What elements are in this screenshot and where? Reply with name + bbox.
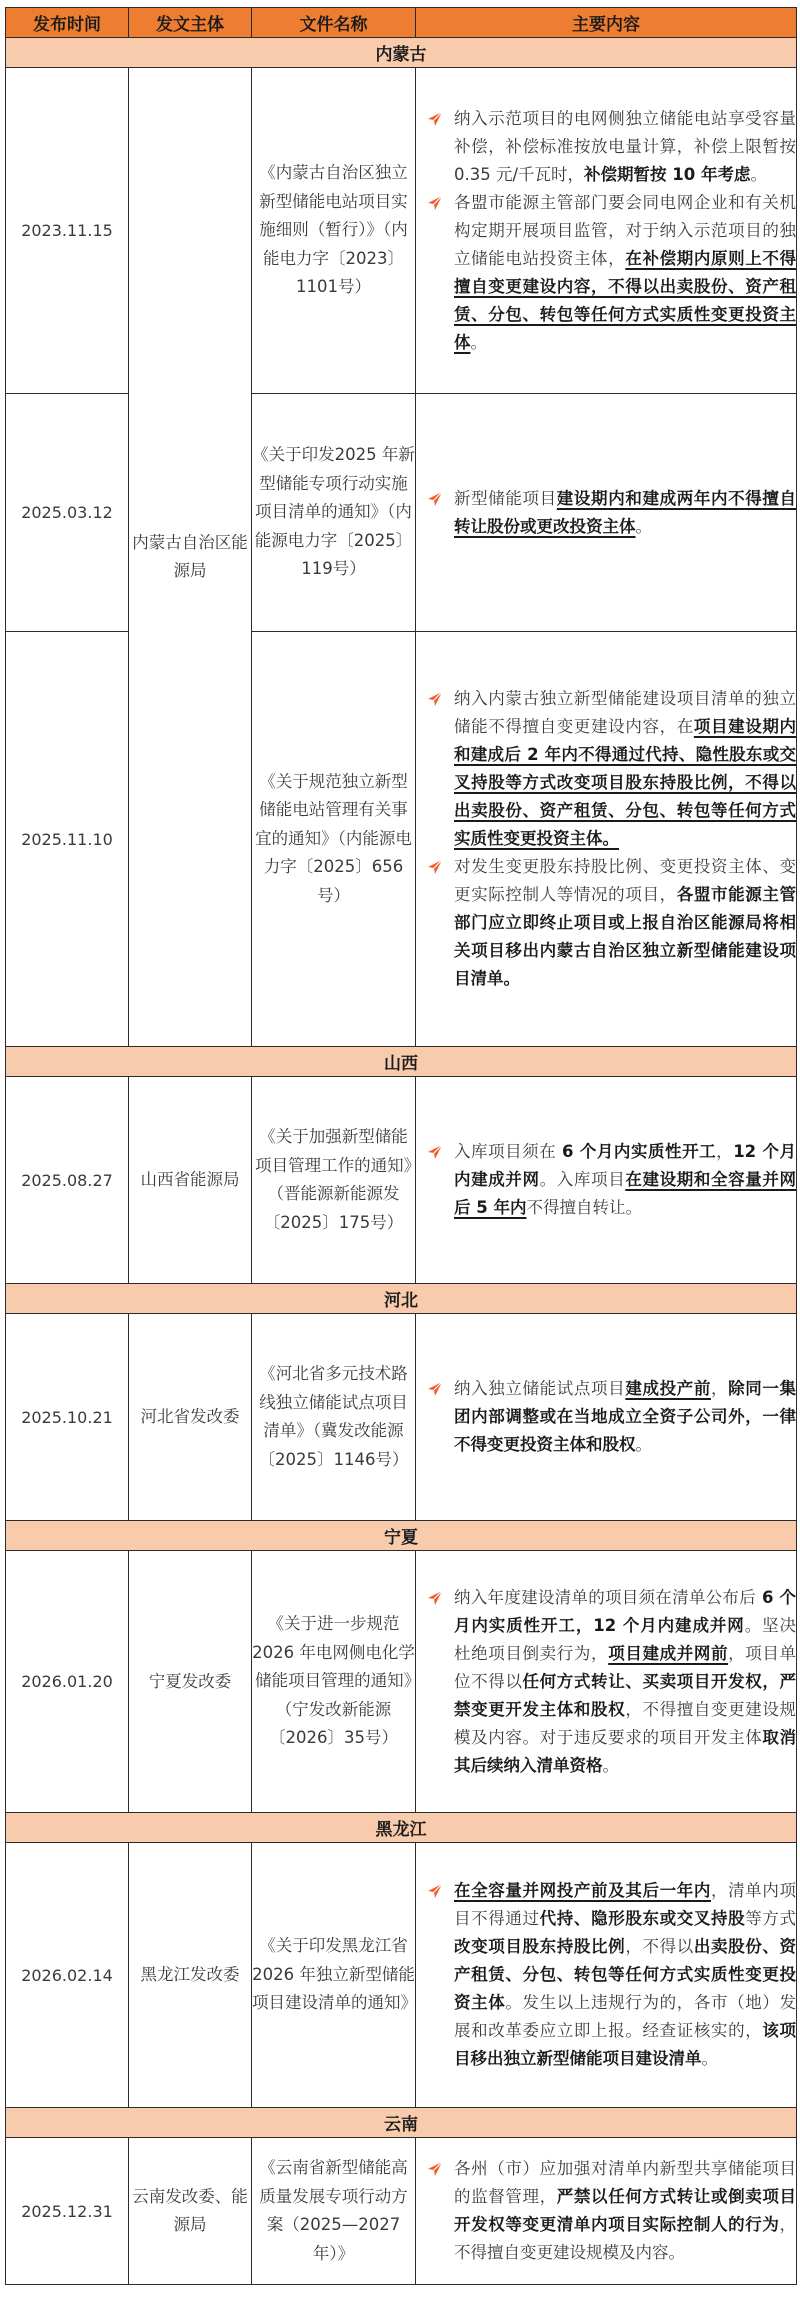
bullet-text: 纳入示范项目的电网侧独立储能电站享受容量补偿，补偿标准按放电量计算，补偿上限暂按 0.35 元/千瓦时，补偿期暂按 10 年考虑。 — [454, 108, 796, 184]
bullet-item — [416, 1877, 796, 2073]
section-row-shanxi — [6, 1047, 797, 1077]
date-cell: 2025.03.12 — [6, 394, 129, 632]
bullet-text: 各州（市）应加强对清单内新型共享储能项目的监督管理，严禁以任何方式转让或倒卖项目开发权等变更清单内项目实际控制人的行为，不得擅自变更建设规模及内容。 — [454, 2159, 797, 2262]
section-row-yunnan — [6, 2108, 797, 2138]
paper-plane-bullet-icon — [416, 1877, 454, 1905]
document-cell: 《云南省新型储能高质量发展专项行动方案（2025—2027 年）》 — [252, 2138, 416, 2285]
paper-plane-bullet-icon — [416, 685, 454, 713]
document-cell: 《关于进一步规范 2026 年电网侧电化学储能项目管理的通知》（宁发改新能源〔2026〕35号） — [252, 1551, 416, 1813]
paper-plane-bullet-icon — [416, 189, 454, 217]
paper-plane-bullet-icon — [416, 1375, 454, 1403]
table-row — [6, 1551, 797, 1813]
table-row — [6, 632, 797, 1047]
issuer-cell: 云南发改委、能源局 — [129, 2138, 252, 2285]
paper-plane-bullet-icon — [416, 1584, 454, 1612]
section-row-heilongjiang — [6, 1813, 797, 1843]
issuer-cell: 黑龙江发改委 — [129, 1843, 252, 2108]
date-cell: 2023.11.15 — [6, 68, 129, 394]
issuer-cell: 内蒙古自治区能源局 — [129, 68, 252, 1047]
table-row — [6, 394, 797, 632]
bullet-item — [416, 685, 796, 853]
bullet-text: 纳入独立储能试点项目建成投产前，除同一集团内部调整或在当地成立全资子公司外，一律不得变更投资主体和股权。 — [454, 1379, 797, 1454]
section-row-neimenggu — [6, 38, 797, 68]
policy-table — [5, 7, 797, 2285]
document-cell: 《内蒙古自治区独立新型储能电站项目实施细则（暂行）》（内能电力字〔2023〕 1101号） — [252, 68, 416, 394]
table-row — [6, 68, 797, 394]
paper-plane-bullet-icon — [416, 485, 454, 513]
section-title: 河北 — [6, 1284, 797, 1314]
date-cell: 2025.11.10 — [6, 632, 129, 1047]
document-cell: 《河北省多元技术路线独立储能试点项目清单》（冀发改能源〔2025〕1146号） — [252, 1314, 416, 1521]
bullet-text: 纳入内蒙古独立新型储能建设项目清单的独立储能不得擅自变更建设内容，在项目建设期内和建成后 2 年内不得通过代持、隐性股东或交叉持股等方式改变项目股东持股比例，不得以出卖股份、资产租赁、分包、转包等任何方式实质性变更投资主体。 — [454, 689, 797, 848]
bullet-text: 对发生变更股东持股比例、变更投资主体、变更实际控制人等情况的项目，各盟市能源主管部门应立即终止项目或上报自治区能源局将相关项目移出内蒙古自治区独立新型储能建设项目清单。 — [454, 857, 797, 988]
table-row — [6, 2138, 797, 2285]
paper-plane-bullet-icon — [416, 2155, 454, 2183]
issuer-cell: 山西省能源局 — [129, 1077, 252, 1284]
bullet-item — [416, 1584, 796, 1780]
bullet-text: 各盟市能源主管部门要会同电网企业和有关机构定期开展项目监管，对于纳入示范项目的独立储能电站投资主体，在补偿期内原则上不得擅自变更建设内容，不得以出卖股份、资产租赁、分包、转包等任何方式实质性变更投资主体。 — [454, 192, 797, 352]
date-cell: 2025.12.31 — [6, 2138, 129, 2285]
issuer-cell: 宁夏发改委 — [129, 1551, 252, 1813]
table-row — [6, 1843, 797, 2108]
table-row — [6, 1314, 797, 1521]
table-row — [6, 1077, 797, 1284]
section-row-hebei — [6, 1284, 797, 1314]
section-title: 内蒙古 — [6, 38, 797, 68]
date-cell: 2026.02.14 — [6, 1843, 129, 2108]
section-title: 黑龙江 — [6, 1813, 797, 1843]
date-cell: 2025.10.21 — [6, 1314, 129, 1521]
bullet-item — [416, 105, 796, 189]
bullet-item — [416, 1138, 796, 1222]
paper-plane-bullet-icon — [416, 1138, 454, 1166]
section-title: 宁夏 — [6, 1521, 797, 1551]
content-cell — [416, 1551, 797, 1813]
column-header-issuer: 发文主体 — [129, 8, 252, 38]
section-title: 云南 — [6, 2108, 797, 2138]
section-title: 山西 — [6, 1047, 797, 1077]
date-cell: 2026.01.20 — [6, 1551, 129, 1813]
bullet-text: 纳入年度建设清单的项目须在清单公布后 6 个月内实质性开工，12 个月内建成并网。坚决杜绝项目倒卖行为，项目建成并网前，项目单位不得以任何方式转让、买卖项目开发权，严禁变更开发主体和股权，不得擅自变更建设规模及内容。对于违反要求的项目开发主体取消其后续纳入清单资格。 — [454, 1587, 797, 1775]
document-cell: 《关于印发2025 年新型储能专项行动实施项目清单的通知》（内能源电力字〔2025〕119号） — [252, 394, 416, 632]
content-cell — [416, 1843, 797, 2108]
bullet-item — [416, 853, 796, 993]
content-cell — [416, 1314, 797, 1521]
bullet-item — [416, 485, 796, 541]
section-row-ningxia — [6, 1521, 797, 1551]
paper-plane-bullet-icon — [416, 853, 454, 881]
bullet-text: 新型储能项目建设期内和建成两年内不得擅自转让股份或更改投资主体。 — [454, 488, 797, 536]
content-cell — [416, 2138, 797, 2285]
issuer-cell: 河北省发改委 — [129, 1314, 252, 1521]
content-cell — [416, 394, 797, 632]
column-header-content: 主要内容 — [416, 8, 797, 38]
content-cell — [416, 68, 797, 394]
table-header-row — [6, 8, 797, 38]
date-cell: 2025.08.27 — [6, 1077, 129, 1284]
paper-plane-bullet-icon — [416, 105, 454, 133]
bullet-item — [416, 1375, 796, 1459]
document-cell: 《关于加强新型储能项目管理工作的通知》（晋能源新能源发〔2025〕175号） — [252, 1077, 416, 1284]
content-cell — [416, 632, 797, 1047]
bullet-text: 在全容量并网投产前及其后一年内，清单内项目不得通过代持、隐形股东或交叉持股等方式改变项目股东持股比例，不得以出卖股份、资产租赁、分包、转包等任何方式实质性变更投资主体。发生以上违规行为的，各市（地）发展和改革委应立即上报。经查证核实的，该项目移出独立新型储能项目建设清单。 — [454, 1881, 797, 2068]
content-cell — [416, 1077, 797, 1284]
bullet-item — [416, 2155, 796, 2267]
document-cell: 《关于规范独立新型储能电站管理有关事宜的通知》（内能源电力字〔2025〕656号） — [252, 632, 416, 1047]
bullet-text: 入库项目须在 6 个月内实质性开工，12 个月内建成并网。入库项目在建设期和全容量并网后 5 年内不得擅自转让。 — [454, 1142, 797, 1217]
bullet-item — [416, 189, 796, 357]
column-header-date: 发布时间 — [6, 8, 129, 38]
column-header-document: 文件名称 — [252, 8, 416, 38]
document-cell: 《关于印发黑龙江省 2026 年独立新型储能项目建设清单的通知》 — [252, 1843, 416, 2108]
